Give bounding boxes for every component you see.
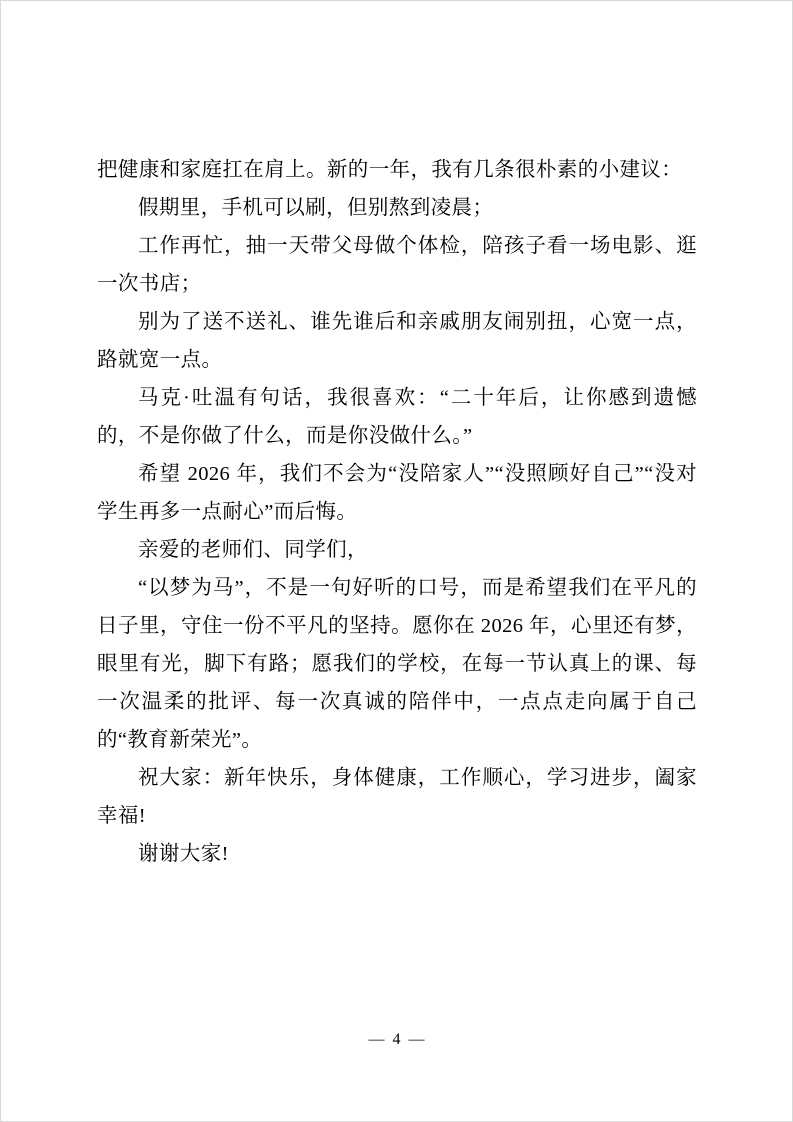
paragraph: 谢谢大家! (138, 843, 229, 865)
paragraph: 假期里，手机可以刷，但别熬到凌晨； (138, 197, 494, 219)
paragraph: 祝大家：新年快乐，身体健康，工作顺心，学习进步，阖家幸福! (97, 767, 697, 827)
paragraph: 工作再忙，抽一天带父母做个体检，陪孩子看一场电影、逛一次书店； (97, 235, 697, 295)
paragraph: 希望 2026 年，我们不会为“没陪家人”“没照顾好自己”“没对学生再多一点耐心”而后悔。 (97, 463, 697, 523)
paragraph: 别为了送不送礼、谁先谁后和亲戚朋友闹别扭，心宽一点，路就宽一点。 (97, 311, 697, 371)
paragraph: “以梦为马”，不是一句好听的口号，而是希望我们在平凡的日子里，守住一份不平凡的坚持。愿你在 2026 年，心里还有梦，眼里有光，脚下有路；愿我们的学校，在每一节认真上的课、每一次温柔的批评、每一次真诚的陪伴中，一点点走向属于自己的“教育新荣光”。 (97, 577, 697, 751)
paragraph: 把健康和家庭扛在肩上。新的一年，我有几条很朴素的小建议： (97, 159, 683, 181)
document-body (97, 151, 697, 873)
page-number: — 4 — (368, 1031, 427, 1048)
paragraph: 马克·吐温有句话，我很喜欢：“二十年后，让你感到遗憾的，不是你做了什么，而是你没做什么。” (97, 387, 697, 447)
paragraph: 亲爱的老师们、同学们， (138, 539, 368, 561)
